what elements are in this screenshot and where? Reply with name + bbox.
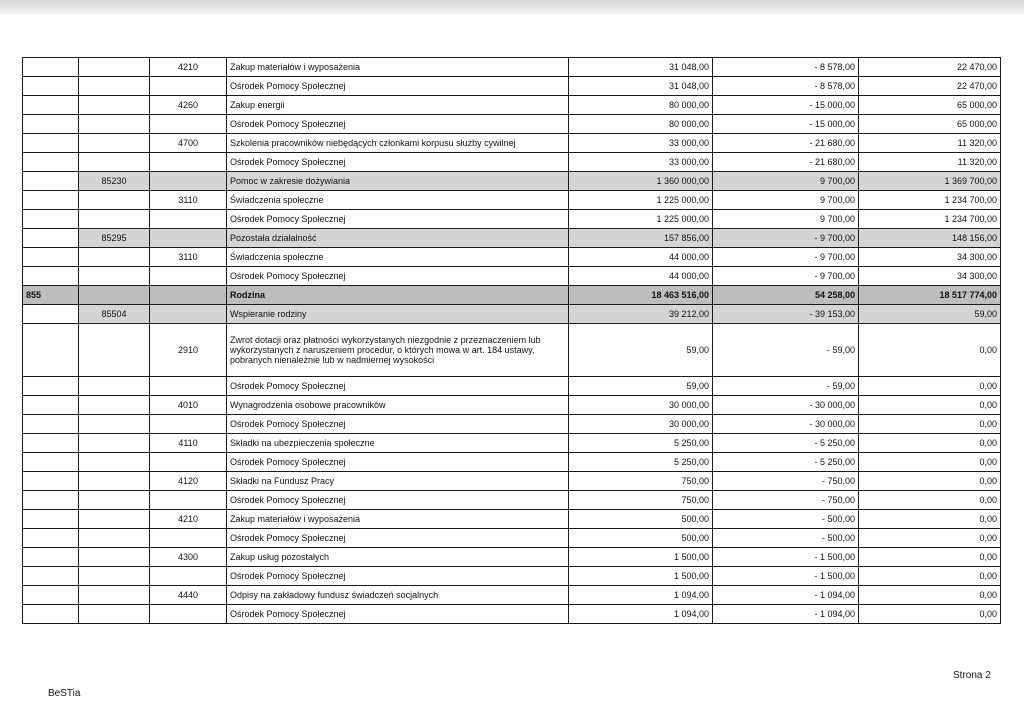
cell-rozdzial: [79, 286, 150, 305]
cell-plan-before: 59,00: [569, 324, 713, 377]
cell-plan-after: 65 000,00: [859, 96, 1001, 115]
cell-name: Zwrot dotacji oraz płatności wykorzystanych niezgodnie z przeznaczeniem lub wykorzystanych z naruszeniem procedur, o których mowa w art. 184 ustawy, pobranych nienależnie lub w nadmiernej wysokości: [227, 324, 569, 377]
cell-plan-after: 0,00: [859, 510, 1001, 529]
cell-plan-after: 0,00: [859, 491, 1001, 510]
table-row: [23, 377, 1001, 396]
cell-plan-after: 0,00: [859, 548, 1001, 567]
cell-paragraf: [150, 529, 227, 548]
cell-change: - 1 094,00: [713, 586, 859, 605]
cell-plan-after: 34 300,00: [859, 248, 1001, 267]
scan-top-band: [0, 0, 1024, 14]
cell-plan-before: 1 094,00: [569, 586, 713, 605]
table-row: [23, 96, 1001, 115]
cell-name: Składki na Fundusz Pracy: [227, 472, 569, 491]
cell-rozdzial: [79, 248, 150, 267]
cell-paragraf: 3110: [150, 191, 227, 210]
cell-dzial: [23, 396, 79, 415]
cell-paragraf: [150, 491, 227, 510]
cell-plan-after: 1 234 700,00: [859, 210, 1001, 229]
cell-dzial: [23, 586, 79, 605]
cell-paragraf: [150, 377, 227, 396]
cell-paragraf: 4210: [150, 510, 227, 529]
cell-change: - 1 500,00: [713, 548, 859, 567]
cell-paragraf: [150, 172, 227, 191]
cell-change: 9 700,00: [713, 210, 859, 229]
cell-change: 54 258,00: [713, 286, 859, 305]
budget-table: [22, 57, 1001, 624]
table-row: [23, 567, 1001, 586]
cell-plan-before: 44 000,00: [569, 267, 713, 286]
cell-paragraf: 4440: [150, 586, 227, 605]
cell-plan-before: 1 360 000,00: [569, 172, 713, 191]
cell-plan-before: 80 000,00: [569, 115, 713, 134]
cell-plan-before: 500,00: [569, 510, 713, 529]
cell-rozdzial: [79, 324, 150, 377]
cell-plan-after: 59,00: [859, 305, 1001, 324]
cell-plan-before: 1 500,00: [569, 567, 713, 586]
cell-dzial: [23, 267, 79, 286]
cell-dzial: 855: [23, 286, 79, 305]
cell-plan-after: 0,00: [859, 415, 1001, 434]
cell-change: - 59,00: [713, 377, 859, 396]
cell-plan-after: 22 470,00: [859, 58, 1001, 77]
cell-name: Ośrodek Pomocy Społecznej: [227, 567, 569, 586]
cell-plan-before: 30 000,00: [569, 415, 713, 434]
cell-change: - 9 700,00: [713, 267, 859, 286]
cell-plan-after: 0,00: [859, 586, 1001, 605]
cell-dzial: [23, 229, 79, 248]
cell-rozdzial: [79, 96, 150, 115]
cell-change: - 30 000,00: [713, 396, 859, 415]
cell-dzial: [23, 491, 79, 510]
cell-rozdzial: [79, 191, 150, 210]
cell-rozdzial: [79, 586, 150, 605]
table-row: [23, 605, 1001, 624]
cell-plan-before: 157 856,00: [569, 229, 713, 248]
page-number: Strona 2: [953, 670, 991, 681]
cell-rozdzial: [79, 115, 150, 134]
cell-plan-after: 0,00: [859, 453, 1001, 472]
cell-rozdzial: [79, 58, 150, 77]
table-row: [23, 324, 1001, 377]
table-row: [23, 305, 1001, 324]
cell-plan-after: 1 234 700,00: [859, 191, 1001, 210]
cell-change: 9 700,00: [713, 191, 859, 210]
table-row: [23, 267, 1001, 286]
cell-plan-after: 0,00: [859, 529, 1001, 548]
cell-rozdzial: [79, 529, 150, 548]
table-row: [23, 210, 1001, 229]
cell-plan-after: 22 470,00: [859, 77, 1001, 96]
cell-plan-before: 1 225 000,00: [569, 191, 713, 210]
cell-plan-before: 1 500,00: [569, 548, 713, 567]
cell-rozdzial: [79, 210, 150, 229]
cell-dzial: [23, 248, 79, 267]
cell-name: Wspieranie rodziny: [227, 305, 569, 324]
cell-name: Pomoc w zakresie dożywiania: [227, 172, 569, 191]
cell-plan-before: 1 225 000,00: [569, 210, 713, 229]
cell-plan-after: 18 517 774,00: [859, 286, 1001, 305]
cell-rozdzial: [79, 415, 150, 434]
cell-rozdzial: [79, 434, 150, 453]
cell-plan-after: 1 369 700,00: [859, 172, 1001, 191]
cell-rozdzial: [79, 453, 150, 472]
cell-dzial: [23, 324, 79, 377]
cell-name: Zakup energii: [227, 96, 569, 115]
cell-rozdzial: [79, 605, 150, 624]
cell-plan-before: 750,00: [569, 491, 713, 510]
table-row: [23, 77, 1001, 96]
cell-plan-before: 30 000,00: [569, 396, 713, 415]
cell-plan-after: 0,00: [859, 472, 1001, 491]
cell-name: Świadczenia społeczne: [227, 191, 569, 210]
cell-change: - 15 000,00: [713, 115, 859, 134]
budget-table-body: [23, 58, 1001, 624]
table-row: [23, 58, 1001, 77]
cell-change: - 9 700,00: [713, 248, 859, 267]
cell-paragraf: [150, 415, 227, 434]
cell-rozdzial: 85504: [79, 305, 150, 324]
table-row: [23, 586, 1001, 605]
cell-plan-before: 80 000,00: [569, 96, 713, 115]
cell-change: - 8 578,00: [713, 58, 859, 77]
cell-paragraf: 2910: [150, 324, 227, 377]
cell-name: Składki na ubezpieczenia społeczne: [227, 434, 569, 453]
cell-name: Ośrodek Pomocy Społecznej: [227, 529, 569, 548]
cell-paragraf: [150, 286, 227, 305]
cell-dzial: [23, 305, 79, 324]
cell-paragraf: 4260: [150, 96, 227, 115]
cell-change: - 1 094,00: [713, 605, 859, 624]
table-row: [23, 453, 1001, 472]
cell-plan-before: 18 463 516,00: [569, 286, 713, 305]
cell-paragraf: 4300: [150, 548, 227, 567]
cell-change: - 15 000,00: [713, 96, 859, 115]
cell-change: - 500,00: [713, 529, 859, 548]
cell-plan-before: 5 250,00: [569, 434, 713, 453]
cell-dzial: [23, 510, 79, 529]
table-row: [23, 491, 1001, 510]
cell-name: Zakup materiałów i wyposażenia: [227, 58, 569, 77]
cell-name: Ośrodek Pomocy Społecznej: [227, 491, 569, 510]
cell-name: Świadczenia społeczne: [227, 248, 569, 267]
cell-name: Ośrodek Pomocy Społecznej: [227, 153, 569, 172]
table-row: [23, 510, 1001, 529]
cell-change: - 21 680,00: [713, 153, 859, 172]
table-row: [23, 153, 1001, 172]
cell-plan-before: 33 000,00: [569, 134, 713, 153]
table-row: [23, 396, 1001, 415]
cell-name: Ośrodek Pomocy Społecznej: [227, 605, 569, 624]
cell-dzial: [23, 453, 79, 472]
cell-plan-before: 31 048,00: [569, 58, 713, 77]
cell-change: - 5 250,00: [713, 434, 859, 453]
cell-change: - 21 680,00: [713, 134, 859, 153]
cell-plan-after: 11 320,00: [859, 153, 1001, 172]
cell-plan-after: 0,00: [859, 434, 1001, 453]
cell-plan-after: 148 156,00: [859, 229, 1001, 248]
cell-plan-before: 500,00: [569, 529, 713, 548]
cell-paragraf: [150, 453, 227, 472]
cell-name: Szkolenia pracowników niebędących członkami korpusu służby cywilnej: [227, 134, 569, 153]
cell-dzial: [23, 548, 79, 567]
cell-rozdzial: 85230: [79, 172, 150, 191]
cell-dzial: [23, 191, 79, 210]
cell-paragraf: [150, 115, 227, 134]
cell-rozdzial: [79, 567, 150, 586]
footer-left-text: BeSTia: [48, 688, 81, 699]
cell-rozdzial: [79, 134, 150, 153]
cell-plan-after: 0,00: [859, 605, 1001, 624]
table-row: [23, 134, 1001, 153]
cell-name: Rodzina: [227, 286, 569, 305]
cell-paragraf: [150, 210, 227, 229]
cell-change: - 1 500,00: [713, 567, 859, 586]
cell-dzial: [23, 434, 79, 453]
cell-change: - 750,00: [713, 491, 859, 510]
table-row: [23, 229, 1001, 248]
cell-rozdzial: [79, 548, 150, 567]
cell-plan-after: 0,00: [859, 396, 1001, 415]
cell-change: - 30 000,00: [713, 415, 859, 434]
cell-change: - 59,00: [713, 324, 859, 377]
cell-plan-after: 34 300,00: [859, 267, 1001, 286]
cell-paragraf: 3110: [150, 248, 227, 267]
cell-dzial: [23, 415, 79, 434]
cell-change: - 5 250,00: [713, 453, 859, 472]
cell-name: Pozostała działalność: [227, 229, 569, 248]
cell-rozdzial: [79, 396, 150, 415]
cell-plan-before: 59,00: [569, 377, 713, 396]
cell-plan-after: 65 000,00: [859, 115, 1001, 134]
cell-dzial: [23, 529, 79, 548]
cell-name: Ośrodek Pomocy Społecznej: [227, 210, 569, 229]
table-row: [23, 415, 1001, 434]
cell-rozdzial: [79, 491, 150, 510]
cell-dzial: [23, 77, 79, 96]
cell-rozdzial: 85295: [79, 229, 150, 248]
table-row: [23, 191, 1001, 210]
cell-dzial: [23, 115, 79, 134]
cell-dzial: [23, 58, 79, 77]
cell-plan-before: 5 250,00: [569, 453, 713, 472]
cell-paragraf: 4210: [150, 58, 227, 77]
cell-paragraf: [150, 77, 227, 96]
cell-name: Wynagrodzenia osobowe pracowników: [227, 396, 569, 415]
cell-paragraf: [150, 229, 227, 248]
table-row: [23, 286, 1001, 305]
cell-change: - 500,00: [713, 510, 859, 529]
cell-rozdzial: [79, 267, 150, 286]
cell-dzial: [23, 210, 79, 229]
cell-dzial: [23, 377, 79, 396]
cell-change: - 9 700,00: [713, 229, 859, 248]
cell-plan-after: 0,00: [859, 324, 1001, 377]
cell-name: Zakup usług pozostałych: [227, 548, 569, 567]
cell-rozdzial: [79, 510, 150, 529]
cell-paragraf: 4110: [150, 434, 227, 453]
cell-dzial: [23, 172, 79, 191]
cell-plan-after: 11 320,00: [859, 134, 1001, 153]
cell-change: - 39 153,00: [713, 305, 859, 324]
table-row: [23, 529, 1001, 548]
cell-name: Ośrodek Pomocy Społecznej: [227, 267, 569, 286]
cell-plan-before: 31 048,00: [569, 77, 713, 96]
cell-plan-before: 39 212,00: [569, 305, 713, 324]
table-row: [23, 248, 1001, 267]
cell-rozdzial: [79, 472, 150, 491]
cell-paragraf: [150, 567, 227, 586]
cell-paragraf: 4700: [150, 134, 227, 153]
cell-rozdzial: [79, 153, 150, 172]
cell-plan-before: 750,00: [569, 472, 713, 491]
cell-paragraf: 4010: [150, 396, 227, 415]
cell-paragraf: 4120: [150, 472, 227, 491]
table-row: [23, 434, 1001, 453]
cell-change: - 750,00: [713, 472, 859, 491]
cell-dzial: [23, 605, 79, 624]
cell-name: Ośrodek Pomocy Społecznej: [227, 377, 569, 396]
table-row: [23, 472, 1001, 491]
cell-paragraf: [150, 305, 227, 324]
cell-dzial: [23, 96, 79, 115]
cell-name: Odpisy na zakładowy fundusz świadczeń socjalnych: [227, 586, 569, 605]
table-row: [23, 115, 1001, 134]
cell-change: 9 700,00: [713, 172, 859, 191]
cell-name: Zakup materiałów i wyposażenia: [227, 510, 569, 529]
cell-plan-before: 1 094,00: [569, 605, 713, 624]
cell-dzial: [23, 134, 79, 153]
cell-plan-before: 44 000,00: [569, 248, 713, 267]
cell-name: Ośrodek Pomocy Społecznej: [227, 453, 569, 472]
table-row: [23, 172, 1001, 191]
cell-plan-after: 0,00: [859, 377, 1001, 396]
cell-rozdzial: [79, 77, 150, 96]
cell-name: Ośrodek Pomocy Społecznej: [227, 77, 569, 96]
cell-plan-before: 33 000,00: [569, 153, 713, 172]
cell-plan-after: 0,00: [859, 567, 1001, 586]
cell-name: Ośrodek Pomocy Społecznej: [227, 415, 569, 434]
cell-paragraf: [150, 267, 227, 286]
cell-paragraf: [150, 153, 227, 172]
cell-dzial: [23, 153, 79, 172]
cell-paragraf: [150, 605, 227, 624]
table-row: [23, 548, 1001, 567]
cell-rozdzial: [79, 377, 150, 396]
cell-change: - 8 578,00: [713, 77, 859, 96]
cell-dzial: [23, 567, 79, 586]
cell-name: Ośrodek Pomocy Społecznej: [227, 115, 569, 134]
cell-dzial: [23, 472, 79, 491]
